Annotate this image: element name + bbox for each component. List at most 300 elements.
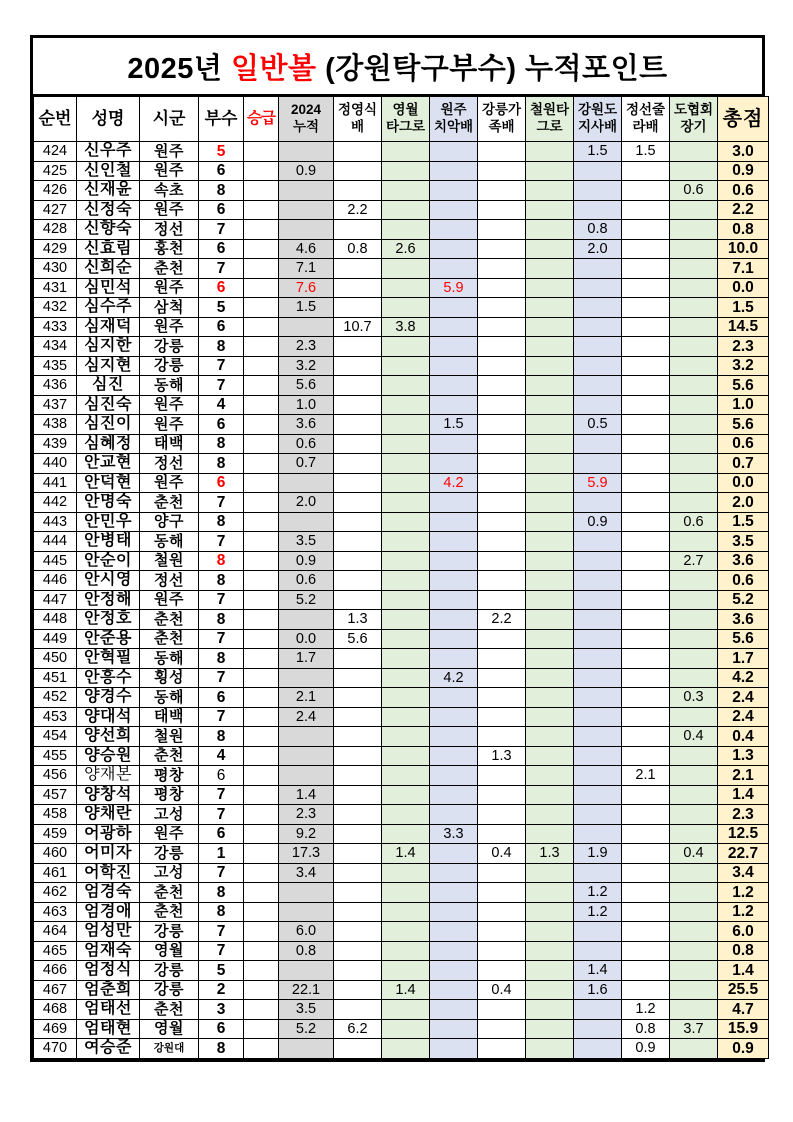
cell-js: [622, 200, 670, 220]
cell-busu: 8: [199, 902, 244, 922]
cell-wj: [430, 922, 478, 942]
table-row: [34, 785, 769, 805]
cell-sg: [244, 863, 279, 883]
cell-jys: [334, 805, 382, 825]
cell-total: 5.6: [718, 376, 769, 396]
cell-dh: [670, 883, 718, 903]
cell-dh: 0.4: [670, 844, 718, 864]
cell-wj: [430, 1000, 478, 1020]
cell-sg: [244, 317, 279, 337]
cell-jys: [334, 415, 382, 435]
cell-sg: [244, 610, 279, 630]
cell-total: 1.3: [718, 746, 769, 766]
cell-gn: [478, 512, 526, 532]
cell-gn: [478, 1000, 526, 1020]
cell-no: 431: [34, 278, 77, 298]
cell-total: 3.6: [718, 551, 769, 571]
cell-no: 424: [34, 142, 77, 162]
cell-c2024: 1.7: [279, 649, 334, 669]
cell-cw: [526, 1019, 574, 1039]
cell-name: 안시영: [77, 571, 140, 591]
cell-sigun: 영월: [140, 1019, 199, 1039]
cell-busu: 8: [199, 512, 244, 532]
cell-jys: [334, 1039, 382, 1059]
cell-gwd: 1.4: [574, 961, 622, 981]
cell-name: 안병태: [77, 532, 140, 552]
cell-wj: [430, 844, 478, 864]
cell-name: 양선희: [77, 727, 140, 747]
cell-no: 464: [34, 922, 77, 942]
cell-name: 어학진: [77, 863, 140, 883]
cell-jys: 0.8: [334, 239, 382, 259]
cell-yw: [382, 161, 430, 181]
cell-cw: [526, 863, 574, 883]
cell-total: 2.3: [718, 805, 769, 825]
cell-wj: 5.9: [430, 278, 478, 298]
cell-sg: [244, 746, 279, 766]
cell-js: [622, 610, 670, 630]
cell-cw: [526, 317, 574, 337]
cell-gn: [478, 415, 526, 435]
cell-yw: [382, 356, 430, 376]
cell-dh: [670, 863, 718, 883]
cell-sigun: 원주: [140, 415, 199, 435]
column-header-yw: 영월 타그로: [382, 97, 430, 142]
cell-gn: [478, 629, 526, 649]
cell-cw: [526, 493, 574, 513]
cell-busu: 8: [199, 571, 244, 591]
cell-busu: 6: [199, 161, 244, 181]
cell-name: 안정해: [77, 590, 140, 610]
cell-total: 3.5: [718, 532, 769, 552]
cell-busu: 7: [199, 707, 244, 727]
cell-sg: [244, 844, 279, 864]
cell-sg: [244, 590, 279, 610]
cell-js: [622, 629, 670, 649]
cell-gn: 2.2: [478, 610, 526, 630]
cell-no: 439: [34, 434, 77, 454]
cell-js: [622, 473, 670, 493]
cell-dh: [670, 493, 718, 513]
cell-no: 426: [34, 181, 77, 201]
cell-c2024: 3.6: [279, 415, 334, 435]
cell-sigun: 강릉: [140, 356, 199, 376]
cell-name: 엄태선: [77, 1000, 140, 1020]
title-rest: (강원탁구부수) 누적포인트: [316, 52, 668, 85]
cell-wj: [430, 590, 478, 610]
table-row: [34, 922, 769, 942]
cell-c2024: [279, 220, 334, 240]
cell-dh: [670, 824, 718, 844]
header-row: [34, 97, 769, 142]
cell-jys: [334, 551, 382, 571]
cell-total: 0.0: [718, 278, 769, 298]
cell-sg: [244, 980, 279, 1000]
cell-gn: [478, 356, 526, 376]
cell-total: 0.6: [718, 571, 769, 591]
cell-no: 434: [34, 337, 77, 357]
cell-jys: 6.2: [334, 1019, 382, 1039]
cell-no: 453: [34, 707, 77, 727]
cell-sigun: 동해: [140, 649, 199, 669]
cell-no: 425: [34, 161, 77, 181]
cell-no: 461: [34, 863, 77, 883]
cell-dh: [670, 532, 718, 552]
cell-sigun: 원주: [140, 200, 199, 220]
cell-gn: [478, 922, 526, 942]
cell-cw: [526, 142, 574, 162]
cell-busu: 7: [199, 590, 244, 610]
cell-total: 15.9: [718, 1019, 769, 1039]
cell-total: 0.8: [718, 220, 769, 240]
cell-c2024: 2.3: [279, 337, 334, 357]
cell-c2024: 2.4: [279, 707, 334, 727]
cell-total: 1.4: [718, 961, 769, 981]
cell-yw: [382, 707, 430, 727]
cell-sigun: 고성: [140, 805, 199, 825]
cell-yw: [382, 785, 430, 805]
cell-total: 2.4: [718, 688, 769, 708]
cell-total: 0.9: [718, 161, 769, 181]
cell-sigun: 철원: [140, 551, 199, 571]
cell-busu: 5: [199, 961, 244, 981]
cell-js: [622, 317, 670, 337]
cell-name: 양채란: [77, 805, 140, 825]
cell-jys: [334, 454, 382, 474]
table-row: [34, 532, 769, 552]
cell-sg: [244, 493, 279, 513]
cell-sigun: 동해: [140, 688, 199, 708]
cell-jys: [334, 824, 382, 844]
cell-busu: 7: [199, 259, 244, 279]
cell-sg: [244, 551, 279, 571]
cell-jys: [334, 376, 382, 396]
cell-c2024: 2.0: [279, 493, 334, 513]
cell-total: 4.7: [718, 1000, 769, 1020]
cell-gn: [478, 941, 526, 961]
cell-c2024: [279, 610, 334, 630]
cell-name: 심수주: [77, 298, 140, 318]
cell-no: 428: [34, 220, 77, 240]
cell-busu: 7: [199, 668, 244, 688]
cell-wj: 4.2: [430, 668, 478, 688]
cell-dh: 0.6: [670, 512, 718, 532]
cell-sigun: 태백: [140, 434, 199, 454]
cell-cw: [526, 629, 574, 649]
cell-cw: [526, 434, 574, 454]
column-header-gwd: 강원도 지사배: [574, 97, 622, 142]
cell-dh: [670, 415, 718, 435]
cell-busu: 8: [199, 649, 244, 669]
cell-sg: [244, 415, 279, 435]
cell-yw: [382, 181, 430, 201]
cell-busu: 7: [199, 805, 244, 825]
table-row: [34, 571, 769, 591]
cell-c2024: [279, 727, 334, 747]
cell-total: 25.5: [718, 980, 769, 1000]
cell-sg: [244, 356, 279, 376]
cell-jys: [334, 688, 382, 708]
cell-name: 엄재숙: [77, 941, 140, 961]
cell-sigun: 평창: [140, 766, 199, 786]
cell-wj: [430, 980, 478, 1000]
table-row: [34, 415, 769, 435]
cell-sigun: 정선: [140, 454, 199, 474]
cell-c2024: 3.5: [279, 1000, 334, 1020]
cell-sg: [244, 571, 279, 591]
cell-sg: [244, 220, 279, 240]
column-header-total: 총점: [718, 97, 769, 142]
cell-sigun: 춘천: [140, 259, 199, 279]
cell-yw: [382, 298, 430, 318]
cell-wj: [430, 337, 478, 357]
cell-dh: [670, 395, 718, 415]
cell-gn: [478, 337, 526, 357]
column-header-js: 정선줄 라배: [622, 97, 670, 142]
table-row: [34, 259, 769, 279]
cell-gwd: [574, 785, 622, 805]
cell-busu: 8: [199, 727, 244, 747]
cell-gn: [478, 1039, 526, 1059]
cell-name: 신효림: [77, 239, 140, 259]
cell-js: 0.9: [622, 1039, 670, 1059]
cell-js: [622, 551, 670, 571]
cell-cw: [526, 707, 574, 727]
cell-js: [622, 883, 670, 903]
cell-wj: [430, 142, 478, 162]
cell-gwd: [574, 161, 622, 181]
cell-yw: [382, 200, 430, 220]
cell-gwd: [574, 532, 622, 552]
cell-yw: 1.4: [382, 980, 430, 1000]
cell-yw: [382, 688, 430, 708]
cell-sigun: 원주: [140, 590, 199, 610]
cell-wj: [430, 883, 478, 903]
cell-cw: [526, 805, 574, 825]
cell-no: 465: [34, 941, 77, 961]
cell-sigun: 삼척: [140, 298, 199, 318]
cell-sg: [244, 883, 279, 903]
cell-busu: 7: [199, 863, 244, 883]
cell-js: [622, 161, 670, 181]
cell-c2024: [279, 902, 334, 922]
cell-c2024: 22.1: [279, 980, 334, 1000]
cell-gwd: [574, 746, 622, 766]
cell-js: [622, 941, 670, 961]
cell-busu: 4: [199, 746, 244, 766]
cell-gn: [478, 961, 526, 981]
cell-c2024: 0.6: [279, 571, 334, 591]
cell-sg: [244, 239, 279, 259]
cell-yw: [382, 610, 430, 630]
cell-sigun: 홍천: [140, 239, 199, 259]
cell-cw: [526, 922, 574, 942]
cell-no: 457: [34, 785, 77, 805]
cell-sigun: 춘천: [140, 1000, 199, 1020]
cell-gn: [478, 668, 526, 688]
cell-cw: [526, 649, 574, 669]
cell-jys: [334, 298, 382, 318]
cell-js: [622, 220, 670, 240]
cell-name: 엄경숙: [77, 883, 140, 903]
cell-gn: [478, 532, 526, 552]
cell-sg: [244, 161, 279, 181]
cell-cw: [526, 766, 574, 786]
cell-gwd: [574, 610, 622, 630]
cell-yw: [382, 1019, 430, 1039]
cell-total: 3.6: [718, 610, 769, 630]
cell-total: 0.9: [718, 1039, 769, 1059]
cell-dh: [670, 766, 718, 786]
cell-busu: 6: [199, 239, 244, 259]
cell-sigun: 원주: [140, 395, 199, 415]
column-header-c2024: 2024 누적: [279, 97, 334, 142]
cell-busu: 8: [199, 434, 244, 454]
cell-sg: [244, 922, 279, 942]
cell-busu: 7: [199, 922, 244, 942]
cell-cw: [526, 415, 574, 435]
cell-sigun: 원주: [140, 317, 199, 337]
cell-c2024: 3.4: [279, 863, 334, 883]
cell-cw: [526, 473, 574, 493]
cell-jys: [334, 902, 382, 922]
cell-js: [622, 454, 670, 474]
cell-name: 신인철: [77, 161, 140, 181]
cell-js: 1.5: [622, 142, 670, 162]
column-header-dh: 도협회 장기: [670, 97, 718, 142]
cell-dh: [670, 707, 718, 727]
cell-no: 441: [34, 473, 77, 493]
cell-name: 여승준: [77, 1039, 140, 1059]
cell-name: 심재덕: [77, 317, 140, 337]
cell-no: 451: [34, 668, 77, 688]
table-row: [34, 649, 769, 669]
cell-jys: [334, 571, 382, 591]
cell-sg: [244, 629, 279, 649]
cell-jys: [334, 259, 382, 279]
cell-sg: [244, 142, 279, 162]
cell-gn: 0.4: [478, 844, 526, 864]
cell-no: 459: [34, 824, 77, 844]
cell-wj: [430, 200, 478, 220]
cell-js: [622, 922, 670, 942]
cell-dh: [670, 668, 718, 688]
cell-jys: [334, 649, 382, 669]
cell-wj: [430, 629, 478, 649]
cell-jys: [334, 356, 382, 376]
cell-yw: [382, 1039, 430, 1059]
table-row: [34, 551, 769, 571]
cell-c2024: 3.5: [279, 532, 334, 552]
cell-sigun: 강릉: [140, 980, 199, 1000]
cell-busu: 7: [199, 376, 244, 396]
cell-busu: 5: [199, 142, 244, 162]
cell-js: [622, 902, 670, 922]
cell-jys: [334, 220, 382, 240]
cell-name: 안순이: [77, 551, 140, 571]
cell-gwd: 1.2: [574, 883, 622, 903]
cell-gn: [478, 434, 526, 454]
cell-busu: 8: [199, 551, 244, 571]
cell-jys: 1.3: [334, 610, 382, 630]
table-row: [34, 298, 769, 318]
cell-sg: [244, 298, 279, 318]
cell-sigun: 원주: [140, 161, 199, 181]
cell-jys: [334, 1000, 382, 1020]
cell-yw: [382, 746, 430, 766]
cell-jys: [334, 532, 382, 552]
cell-yw: [382, 824, 430, 844]
cell-js: 2.1: [622, 766, 670, 786]
cell-jys: [334, 980, 382, 1000]
cell-name: 신우주: [77, 142, 140, 162]
cell-busu: 6: [199, 317, 244, 337]
cell-total: 1.0: [718, 395, 769, 415]
cell-gwd: [574, 1000, 622, 1020]
cell-gwd: [574, 941, 622, 961]
cell-total: 5.6: [718, 629, 769, 649]
cell-sg: [244, 278, 279, 298]
cell-yw: [382, 454, 430, 474]
cell-dh: [670, 376, 718, 396]
cell-gwd: [574, 356, 622, 376]
cell-gn: 1.3: [478, 746, 526, 766]
cell-name: 심진숙: [77, 395, 140, 415]
cell-gn: [478, 727, 526, 747]
cell-sg: [244, 707, 279, 727]
cell-js: [622, 532, 670, 552]
cell-js: [622, 434, 670, 454]
cell-js: [622, 844, 670, 864]
cell-gn: [478, 766, 526, 786]
cell-gn: [478, 902, 526, 922]
cell-cw: [526, 824, 574, 844]
cell-jys: 2.2: [334, 200, 382, 220]
table-row: [34, 902, 769, 922]
column-header-sg: 승급: [244, 97, 279, 142]
cell-dh: [670, 805, 718, 825]
cell-name: 양경수: [77, 688, 140, 708]
cell-wj: 3.3: [430, 824, 478, 844]
cell-name: 안덕현: [77, 473, 140, 493]
cell-wj: [430, 239, 478, 259]
cell-cw: [526, 902, 574, 922]
cell-c2024: 4.6: [279, 239, 334, 259]
cell-js: [622, 824, 670, 844]
cell-sigun: 강릉: [140, 844, 199, 864]
cell-sg: [244, 961, 279, 981]
cell-gwd: [574, 571, 622, 591]
cell-no: 469: [34, 1019, 77, 1039]
cell-js: [622, 980, 670, 1000]
table-row: [34, 454, 769, 474]
cell-sigun: 정선: [140, 220, 199, 240]
cell-name: 어광하: [77, 824, 140, 844]
cell-c2024: 5.2: [279, 590, 334, 610]
cell-js: [622, 961, 670, 981]
table-row: [34, 688, 769, 708]
cell-dh: [670, 298, 718, 318]
cell-gn: [478, 551, 526, 571]
column-header-name: 성명: [77, 97, 140, 142]
cell-dh: [670, 980, 718, 1000]
cell-dh: [670, 590, 718, 610]
cell-sigun: 횡성: [140, 668, 199, 688]
cell-total: 1.2: [718, 902, 769, 922]
cell-wj: [430, 317, 478, 337]
cell-busu: 7: [199, 356, 244, 376]
cell-gn: [478, 259, 526, 279]
